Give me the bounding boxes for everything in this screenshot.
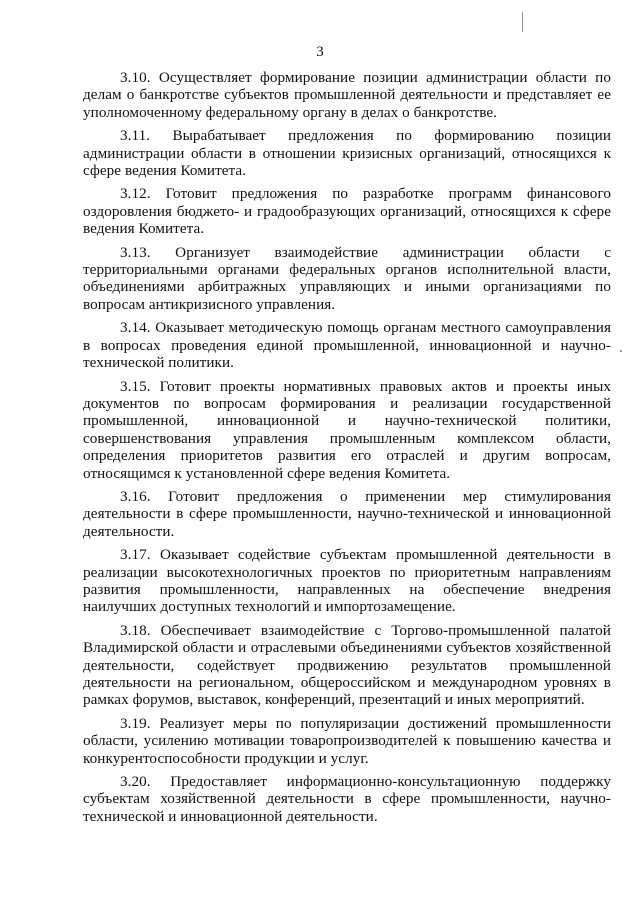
paragraph-3-20: 3.20. Предоставляет информационно-консультационную поддержку субъектам хозяйственной деятельности в сфере промышленности, научно-технической и инновационной деятельности. — [83, 773, 611, 825]
paragraph-3-17: 3.17. Оказывает содействие субъектам промышленной деятельности в реализации высокотехнологичных проектов по приоритетным направлениям развития промышленности, направленных на обеспечение внедрения наилучших доступных технологий и импортозамещение. — [83, 546, 611, 616]
scan-artifact-dot — [620, 350, 622, 352]
paragraph-3-15: 3.15. Готовит проекты нормативных правовых актов и проекты иных документов по вопросам формирования и реализации государственной промышленной, инновационной и научно-технической политики, совершенствования управления промышленным комплексом области, определения приоритетов развития его отраслей и другим вопросам, относящимся к установленной сфере ведения Комитета. — [83, 377, 611, 482]
document-body — [83, 69, 611, 825]
paragraph-3-14: 3.14. Оказывает методическую помощь органам местного самоуправления в вопросах проведения единой промышленной, инновационной и научно-технической политики. — [83, 319, 611, 372]
paragraph-3-10: 3.10. Осуществляет формирование позиции администрации области по делам о банкротстве субъектов промышленной деятельности и представляет ее уполномоченному федеральному органу в делах о банкротстве. — [83, 69, 611, 121]
scan-artifact-line — [522, 12, 523, 32]
paragraph-3-13: 3.13. Организует взаимодействие администрации области с территориальными органами федеральных органов исполнительной власти, объединениями арбитражных управляющих и иными организациями по вопросам антикризисного управления. — [83, 243, 611, 313]
paragraph-3-12: 3.12. Готовит предложения по разработке программ финансового оздоровления бюджето- и градообразующих организаций, относящихся к сфере ведения Комитета. — [83, 185, 611, 238]
page-number: 3 — [316, 44, 324, 60]
paragraph-3-19: 3.19. Реализует меры по популяризации достижений промышленности области, усилению мотивации товаропроизводителей к повышению качества и конкурентоспособности продукции и услуг. — [83, 714, 611, 767]
paragraph-3-18: 3.18. Обеспечивает взаимодействие с Торгово-промышленной палатой Владимирской области и отраслевыми объединениями субъектов хозяйственной деятельности, содействует продвижению результатов промышленной деятельности на региональном, общероссийском и международном уровнях в рамках форумов, выставок, конференций, презентаций и иных мероприятий. — [83, 621, 611, 709]
paragraph-3-11: 3.11. Вырабатывает предложения по формированию позиции администрации области в отношении кризисных организаций, относящихся к сфере ведения Комитета. — [83, 127, 611, 180]
paragraph-3-16: 3.16. Готовит предложения о применении мер стимулирования деятельности в сфере промышленности, научно-технической и инновационной деятельности. — [83, 487, 611, 540]
